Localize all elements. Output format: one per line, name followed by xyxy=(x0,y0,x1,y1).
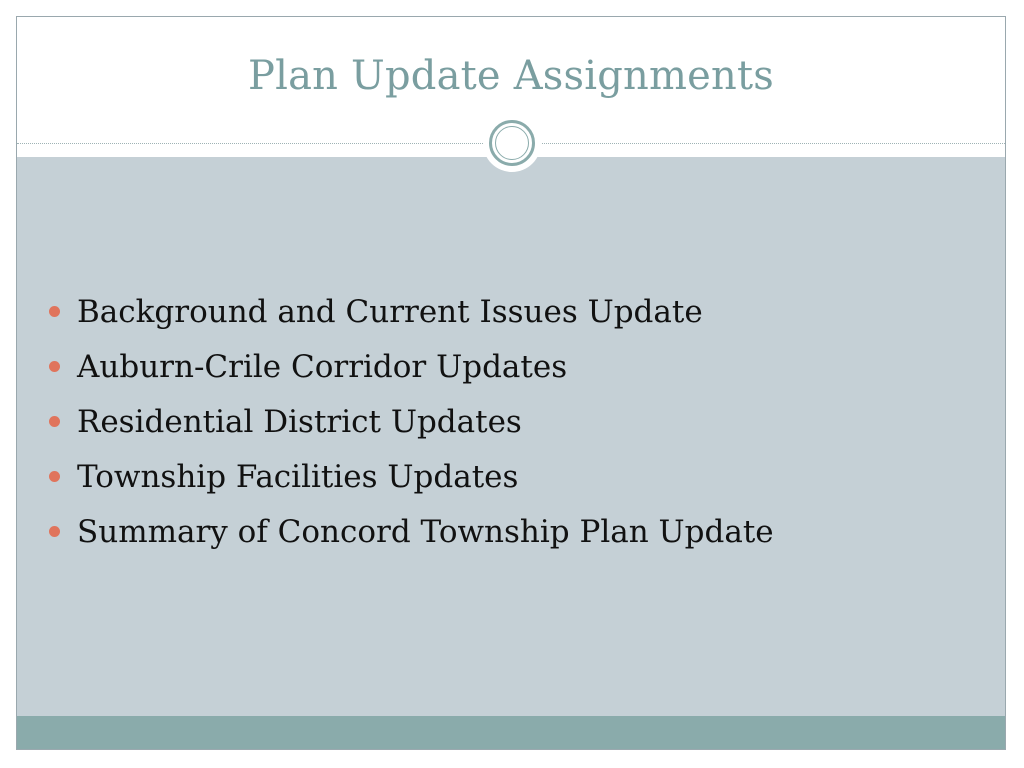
bullet-list xyxy=(47,292,774,567)
bullet-text: Township Facilities Updates xyxy=(77,459,519,495)
bullet-item xyxy=(47,292,774,347)
bullet-text: Residential District Updates xyxy=(77,404,522,440)
bullet-item xyxy=(47,457,774,512)
bullet-item xyxy=(47,512,774,567)
bullet-text: Background and Current Issues Update xyxy=(77,294,703,330)
bullet-text: Auburn-Crile Corridor Updates xyxy=(77,349,568,385)
bullet-item xyxy=(47,402,774,457)
footer-bar xyxy=(17,716,1005,750)
ornament-ring xyxy=(489,120,535,166)
bullet-item xyxy=(47,347,774,402)
slide xyxy=(16,16,1006,750)
bullet-text: Summary of Concord Township Plan Update xyxy=(77,514,774,550)
bullet-dot-icon xyxy=(49,471,60,482)
bullet-dot-icon xyxy=(49,526,60,537)
ornament-inner-ring xyxy=(495,126,529,160)
bullet-dot-icon xyxy=(49,306,60,317)
divider-circle-ornament xyxy=(483,114,541,172)
bullet-dot-icon xyxy=(49,416,60,427)
bullet-dot-icon xyxy=(49,361,60,372)
slide-title: Plan Update Assignments xyxy=(248,53,774,99)
